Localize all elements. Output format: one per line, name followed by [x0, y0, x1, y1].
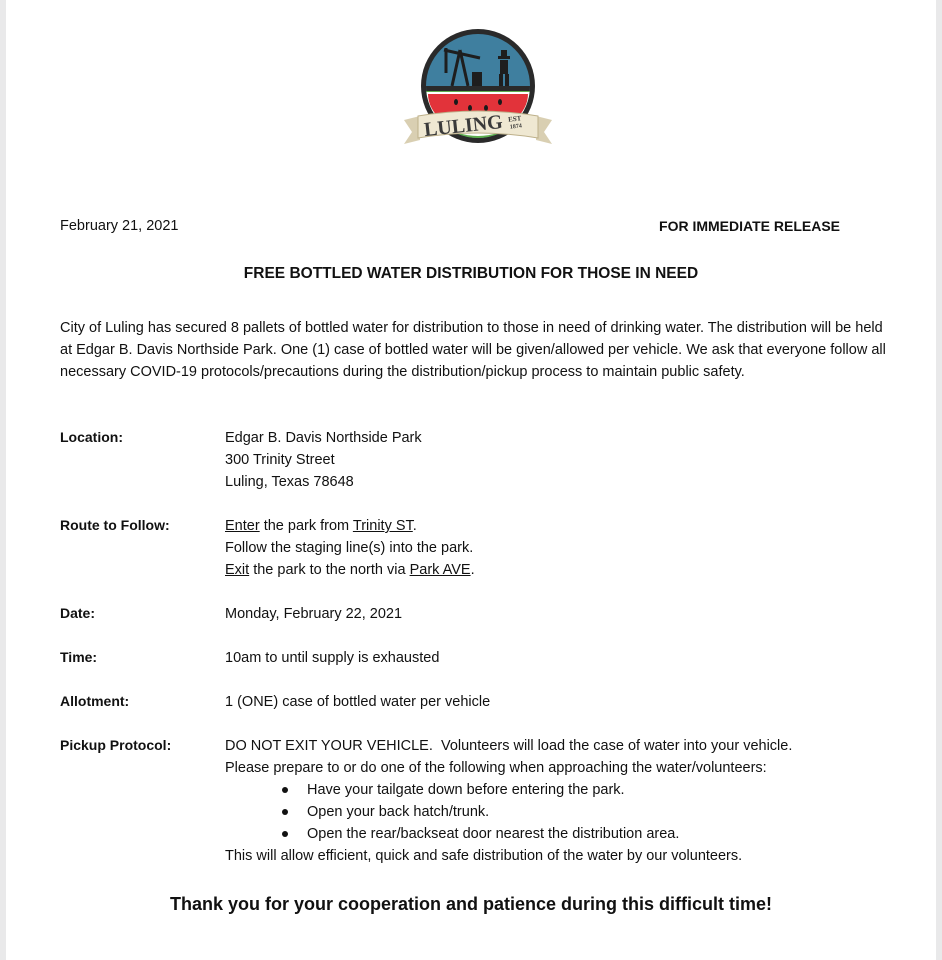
time-label: Time: — [60, 649, 98, 665]
luling-logo-icon — [398, 28, 558, 153]
logo-text: LULING — [422, 110, 504, 142]
press-release-page — [6, 0, 936, 960]
route-line-1 — [225, 515, 475, 537]
route-line-2: Follow the staging line(s) into the park. — [225, 540, 474, 556]
page-title: FREE BOTTLED WATER DISTRIBUTION FOR THOSE IN NEED — [243, 265, 699, 282]
logo-badge-top: EST — [507, 114, 522, 124]
allotment-value: 1 (ONE) case of bottled water per vehicle — [225, 694, 491, 710]
logo-badge-bottom: 1874 — [509, 123, 523, 131]
release-date: February 21, 2021 — [60, 218, 179, 234]
route-text: the park from — [259, 518, 353, 534]
route-value — [225, 515, 475, 581]
pickup-closing: This will allow efficient, quick and safe distribution of the water by our volunteers. — [225, 848, 743, 864]
route-line-3 — [225, 559, 475, 581]
location-value — [225, 427, 422, 493]
route-label: Route to Follow: — [60, 517, 170, 533]
route-punct: . — [470, 562, 475, 578]
release-type: FOR IMMEDIATE RELEASE — [659, 218, 840, 234]
route-enter-word: Enter — [225, 518, 260, 534]
pickup-line-2: Please prepare to or do one of the following when approaching the water/volunteers: — [225, 760, 767, 776]
route-street-link: Park AVE — [409, 562, 471, 578]
route-punct: . — [412, 518, 417, 534]
intro-paragraph: City of Luling has secured 8 pallets of bottled water for distribution to those in need of drinking water. The distribution will be held at Edgar B. Davis Northside Park. One (1) case of bottled water will be given/allowed per vehicle. We ask that everyone follow all necessary COVID-19 protocols/precautions during the distribution/pickup process to maintain public safety. — [60, 320, 886, 380]
list-item: Open the rear/backseat door nearest the distribution area. — [225, 823, 792, 845]
luling-logo — [398, 28, 558, 153]
pickup-label: Pickup Protocol: — [60, 737, 172, 753]
location-label: Location: — [60, 429, 123, 445]
list-item: Open your back hatch/trunk. — [225, 801, 792, 823]
location-line: Luling, Texas 78648 — [225, 474, 354, 490]
closing-message: Thank you for your cooperation and patience during this difficult time! — [169, 894, 773, 914]
route-exit-word: Exit — [225, 562, 250, 578]
route-street-link: Trinity ST — [352, 518, 413, 534]
pickup-value — [225, 735, 792, 867]
allotment-label: Allotment: — [60, 693, 130, 709]
event-date-label: Date: — [60, 605, 96, 621]
pickup-line-1: DO NOT EXIT YOUR VEHICLE. Volunteers will load the case of water into your vehicle. — [225, 738, 793, 754]
time-value: 10am to until supply is exhausted — [225, 650, 440, 666]
location-line: Edgar B. Davis Northside Park — [225, 430, 422, 446]
pickup-bullet-list — [225, 779, 792, 845]
list-item: Have your tailgate down before entering the park. — [225, 779, 792, 801]
event-date-value: Monday, February 22, 2021 — [225, 606, 403, 622]
route-text: the park to the north via — [249, 562, 410, 578]
location-line: 300 Trinity Street — [225, 452, 335, 468]
